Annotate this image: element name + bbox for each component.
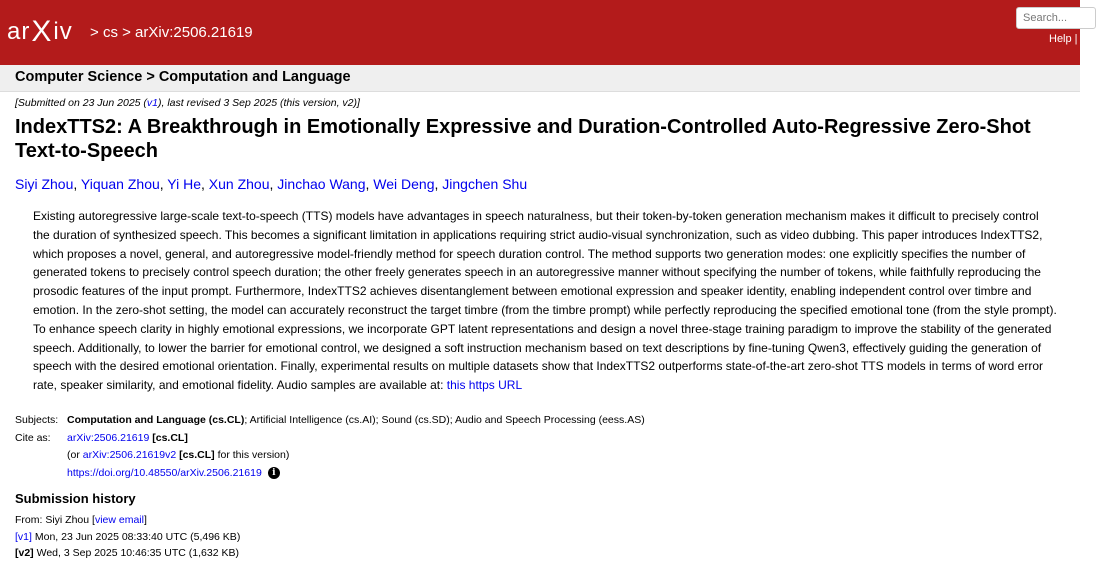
- paper-title: IndexTTS2: A Breakthrough in Emotionally Expressive and Duration-Controlled Auto-Regressive Zero-Shot Text-to-Speech: [15, 116, 1031, 162]
- dateline-prefix: [Submitted on 23 Jun 2025 (: [15, 97, 147, 109]
- doi-link[interactable]: https://doi.org/10.48550/arXiv.2506.21619: [67, 466, 262, 479]
- author-link[interactable]: Yiquan Zhou: [80, 176, 160, 192]
- subjects-label: Subjects:: [15, 414, 59, 426]
- metadata-table: [15, 412, 645, 482]
- version-v2-label: [v2]: [15, 547, 34, 559]
- primary-subject: Computation and Language (cs.CL): [67, 414, 245, 426]
- author-list: Siyi Zhou, Yiquan Zhou, Yi He, Xun Zhou, Jinchao Wang, Wei Deng, Jingchen Shu: [15, 176, 528, 192]
- cite-v2-link[interactable]: arXiv:2506.21619v2: [82, 449, 177, 461]
- logo-x-glyph: X: [31, 15, 53, 48]
- submission-dateline: [15, 97, 360, 109]
- category-title: Computer Science > Computation and Language: [15, 69, 351, 85]
- author-link[interactable]: Jinchao Wang: [277, 176, 366, 192]
- history-from-suffix: ]: [143, 514, 147, 526]
- author-link[interactable]: Wei Deng: [373, 176, 435, 192]
- search-input[interactable]: Search...: [1016, 7, 1096, 29]
- dateline-v1-link[interactable]: v1: [146, 97, 159, 109]
- breadcrumb: [90, 24, 253, 41]
- breadcrumb-cs-link[interactable]: cs: [102, 24, 118, 41]
- breadcrumb-sep: >: [122, 24, 131, 41]
- cite-arxiv-link[interactable]: arXiv:2506.21619: [67, 431, 150, 444]
- breadcrumb-sep: >: [90, 24, 99, 41]
- cite-v2-category: [cs.CL]: [179, 449, 215, 461]
- abstract-url-link[interactable]: this https URL: [446, 378, 523, 393]
- cite-category: [cs.CL]: [152, 431, 188, 444]
- other-subjects: ; Artificial Intelligence (cs.AI); Sound (cs.SD); Audio and Speech Processing (eess.AS): [244, 414, 645, 426]
- category-bar: [0, 65, 1080, 92]
- info-icon[interactable]: i: [268, 467, 280, 479]
- author-link[interactable]: Jingchen Shu: [442, 176, 528, 192]
- help-link[interactable]: Help | A: [1049, 33, 1088, 45]
- logo-text-left: ar: [7, 18, 31, 45]
- view-email-link[interactable]: view email: [94, 514, 144, 526]
- version-v1-link[interactable]: [v1]: [15, 530, 32, 543]
- abstract-text: Existing autoregressive large-scale text-to-speech (TTS) models have advantages in speech naturalness, but their token-by-token generation mechanism makes it difficult to precisely control the duration of synthesized speech. This becomes a significant limitation in applications requiring strict audio-visual synchronization, such as video dubbing. This paper introduces IndexTTS2, which proposes a novel, general, and autoregressive model-friendly method for speech duration control. The method supports two generation modes: one explicitly specifies the number of generated tokens to precisely control speech duration; the other freely generates speech in an autoregressive manner without specifying the number of tokens, while faithfully reproducing the prosodic features of the input prompt. Furthermore, IndexTTS2 achieves disentanglement between emotional expression and speaker identity, enabling independent control over timbre and emotion. In the zero-shot setting, the model can accurately reconstruct the target timbre (from the timbre prompt) while perfectly reproducing the specified emotional tone (from the style prompt). To enhance speech clarity in highly emotional expressions, we incorporate GPT latent representations and design a novel three-stage training paradigm to improve the stability of the generated speech. Additionally, to lower the barrier for emotional control, we designed a soft instruction mechanism based on text descriptions by fine-tuning Qwen3, effectively guiding the generation of speech with the desired emotional orientation. Finally, experimental results on multiple datasets show that IndexTTS2 outperforms state-of-the-art zero-shot TTS models in terms of word error rate, speaker similarity, and emotional fidelity. Audio samples are available at:: [33, 209, 1057, 393]
- author-link[interactable]: Xun Zhou: [208, 176, 270, 192]
- cite-or-prefix: (or: [67, 449, 83, 461]
- version-v2-text: Wed, 3 Sep 2025 10:46:35 UTC (1,632 KB): [33, 547, 239, 559]
- author-link[interactable]: Yi He: [167, 176, 202, 192]
- author-link[interactable]: Siyi Zhou: [15, 176, 74, 192]
- breadcrumb-paper-id: arXiv:2506.21619: [135, 24, 253, 41]
- logo-text-right: iv: [53, 18, 73, 45]
- abstract: [33, 207, 1058, 395]
- arxiv-logo[interactable]: [7, 14, 73, 50]
- submission-history-heading: Submission history: [15, 491, 136, 506]
- history-from: From: Siyi Zhou [: [15, 514, 95, 526]
- dateline-suffix: ), last revised 3 Sep 2025 (this version, v2)]: [158, 97, 360, 109]
- site-header: [0, 0, 1088, 65]
- submission-history: [15, 512, 240, 562]
- version-v1-text: Mon, 23 Jun 2025 08:33:40 UTC (5,496 KB): [31, 530, 241, 543]
- cite-label: Cite as:: [15, 431, 51, 444]
- cite-v2-suffix: for this version): [214, 449, 290, 461]
